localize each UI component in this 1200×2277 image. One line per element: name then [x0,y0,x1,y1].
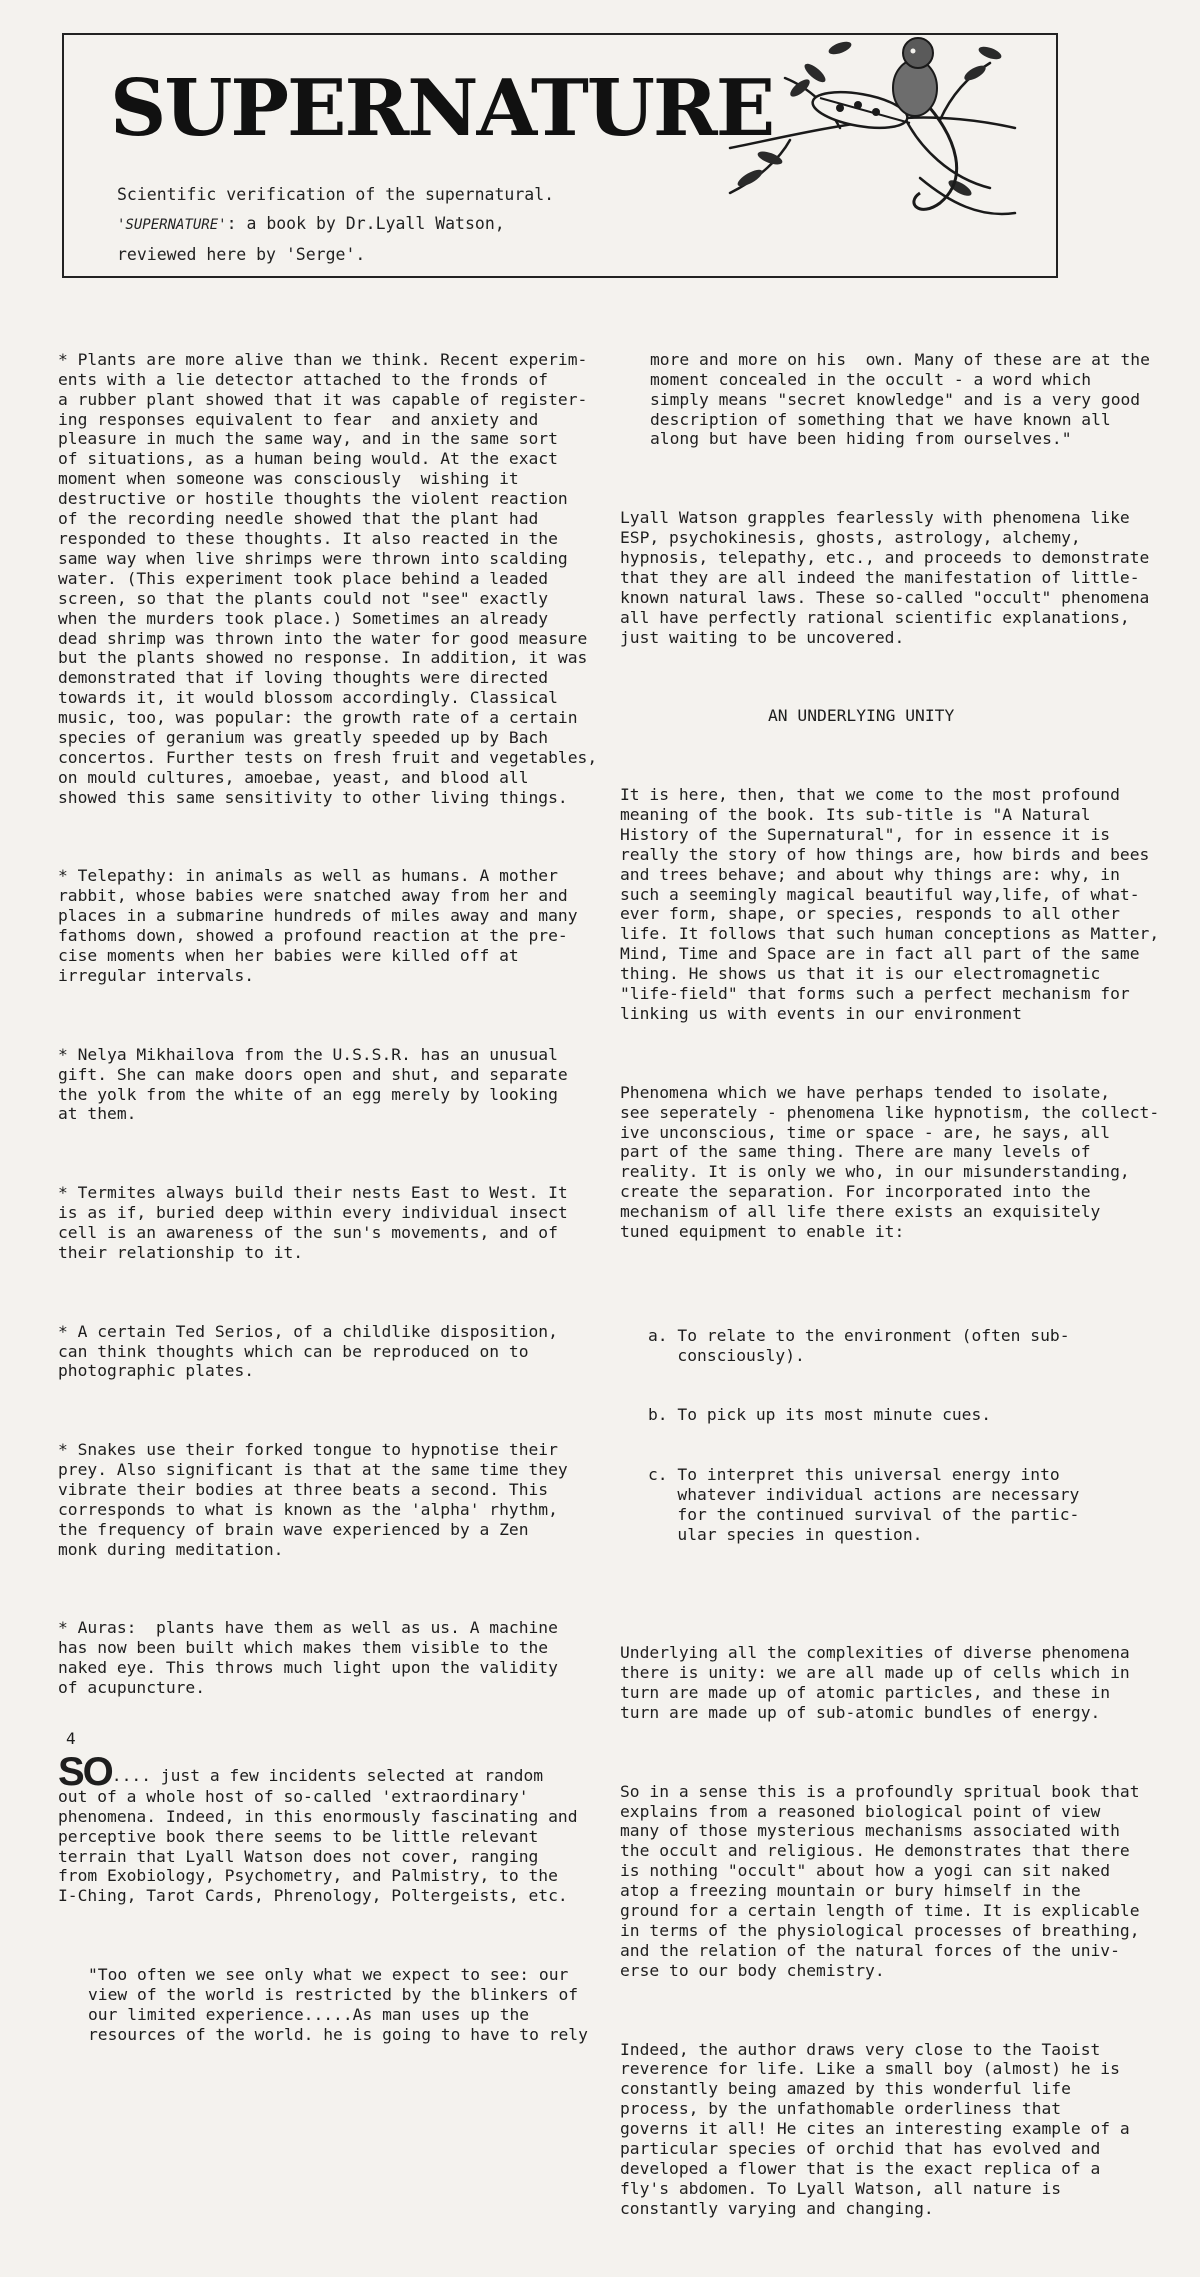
list-item: a. To relate to the environment (often sub- consciously). [648,1325,1070,1365]
paragraph-grapples: Lyall Watson grapples fearlessly with phenomena like ESP, psychokinesis, ghosts, astrology, alchemy, hypnosis, telepathy, etc., and proceeds to demonstrate that they are all indeed the manifestation of little- known natural laws. These so-called "occult" phenomena all have perfectly rational scientific explanations, just waiting to be uncovered. [620,508,1150,647]
paragraph-unity: Underlying all the complexities of diverse phenomena there is unity: we are all made up of cells which in turn are made up of atomic particles, and these in turn are made up of sub-atomic bundles of energy. [620,1643,1130,1722]
subtitle-reviewer: reviewed here by 'Serge'. [117,245,366,264]
so-text: .... just a few incidents selected at random out of a whole host of so-called 'extraordinary' phenomena. Indeed, in this enormously fascinating and perceptive book there seems to be little relevant terrain that Lyall Watson does not cover, ranging from Exobiology, Psychometry, and Palmistry, to the I-Ching, Tarot Cards, Phrenology, Poltergeists, etc. [58,1765,578,1906]
paragraph-snakes: * Snakes use their forked tongue to hypnotise their prey. Also significant is that at the same time they vibrate their bodies at three beats a second. This corresponds to what is known as the 'alpha' rhythm, the frequency of brain wave experienced by a Zen monk during meditation. [58,1440,568,1559]
quote-start: "Too often we see only what we expect to see: our view of the world is restricted by the blinkers of our limited experience.....As man uses up the resources of the world. he is going to have to rely [88,1965,588,2044]
page-number: 4 [66,1729,76,1748]
subtitle-line: Scientific verification of the supernatural. [117,185,555,204]
paragraph-so [58,1749,618,1906]
paragraph-meaning: It is here, then, that we come to the most profound meaning of the book. Its sub-title is "A Natural History of the Supernatural", for in essence it is really the story of how things are, how birds and bees and trees behave; and about why things are: why, in such a seemingly magical beautiful way,life, of what- ever form, shape, or species, responds to all other life. It follows that such human conceptions as Matter, Mind, Time and Space are in fact all part of the same thing. He shows us that it is our electromagnetic "life-field" that forms such a perfect mechanism for linking us with events in our environment [620,785,1160,1023]
paragraph-spiritual: So in a sense this is a profoundly spritual book that explains from a reasoned biological point of view many of those mysterious mechanisms associated with the occult and religious. He demonstrates that there is nothing "occult" about how a yogi can sit naked atop a freezing mountain or bury himself in the ground for a certain length of time. It is explicable in terms of the physiological processes of breathing, and the relation of the natural forces of the univ- erse to our body chemistry. [620,1781,1140,1980]
quote-continuation: more and more on his own. Many of these are at the moment concealed in the occult - a word which simply means "secret knowledge" and is a very good description of something that we have known all along but have been hiding from ourselves." [650,349,1150,449]
list-item: c. To interpret this universal energy into whatever individual actions are necessary for the continued survival of the partic- ular species in question. [648,1464,1080,1544]
header-subtitle [117,180,717,269]
book-title: 'SUPERNATURE' [117,217,227,233]
paragraph-mikhailova: * Nelya Mikhailova from the U.S.S.R. has an unusual gift. She can make doors open and shut, and separate the yolk from the white of an egg merely by looking at them. [58,1044,568,1124]
section-heading: AN UNDERLYING UNITY [768,706,955,726]
equipment-list [620,1286,1160,1585]
paragraph-telepathy: * Telepathy: in animals as well as humans. A mother rabbit, whose babies were snatched away from her and places in a submarine hundreds of miles away and many fathoms down, showed a profound reaction at the pre- cise moments when her babies were killed off at irregular intervals. [58,866,578,985]
monkey-on-branch-with-palette-icon [690,28,1020,238]
paragraph-serios: * A certain Ted Serios, of a childlike disposition, can think thoughts which can be reproduced on to photographic plates. [58,1321,558,1381]
paragraph-phenomena: Phenomena which we have perhaps tended to isolate, see seperately - phenomena like hypnotism, the collect- ive unconscious, time or space - are, he says, all part of the same thing. There are many levels of reality. It is only we who, in our misunderstanding, create the separation. For incorporated into the mechanism of all life there exists an exquisitely tuned equipment to enable it: [620,1082,1160,1242]
right-column [620,310,1160,2277]
paragraph-plants: * Plants are more alive than we think. Recent experim- ents with a lie detector attached to the fronds of a rubber plant showed that it was capable of register- ing responses equivalent to fear and anxiety and pleasure in much the same way, and in the same sort of situations, as a human being would. At the exact moment when someone was consciously wishing it destructive or hostile thoughts the violent reaction of the recording needle showed that the plant had responded to these thoughts. It also reacted in the same way when live shrimps were thrown into scalding water. (This experiment took place behind a leaded screen, so that the plants could not "see" exactly when the murders took place.) Sometimes an already dead shrimp was thrown into the water for good measure but the plants showed no response. In addition, it was demonstrated that if loving thoughts were directed towards it, it would blossom accordingly. Classical music, too, was popular: the growth rate of a certain species of geranium was greatly speeded up by Bach concertos. Further tests on fresh fruit and vegetables, on mould cultures, amoebae, yeast, and blood all showed this same sensitivity to other living things. [58,349,598,807]
left-column [58,310,618,2085]
list-item: b. To pick up its most minute cues. [648,1405,992,1425]
subtitle-author: : a book by Dr.Lyall Watson, [226,214,505,233]
paragraph-auras: * Auras: plants have them as well as us. A machine has now been built which makes them visible to the naked eye. This throws much light upon the validity of acupuncture. [58,1618,558,1698]
so-dropcap: SO [58,1749,112,1794]
paragraph-termites: * Termites always build their nests East to West. It is as if, buried deep within every individual insect cell is an awareness of the sun's movements, and of their relationship to it. [58,1183,568,1262]
subtitle-book-line [117,209,717,240]
paragraph-taoist: Indeed, the author draws very close to the Taoist reverence for life. Like a small boy (almost) he is constantly being amazed by this wonderful life process, by the unfathomable orderliness that governs it all! He cites an interesting example of a particular species of orchid that has evolved and developed a flower that is the exact replica of a fly's abdomen. To Lyall Watson, all nature is constantly varying and changing. [620,2039,1130,2218]
masthead-title: SUPERNATURE [110,63,774,154]
